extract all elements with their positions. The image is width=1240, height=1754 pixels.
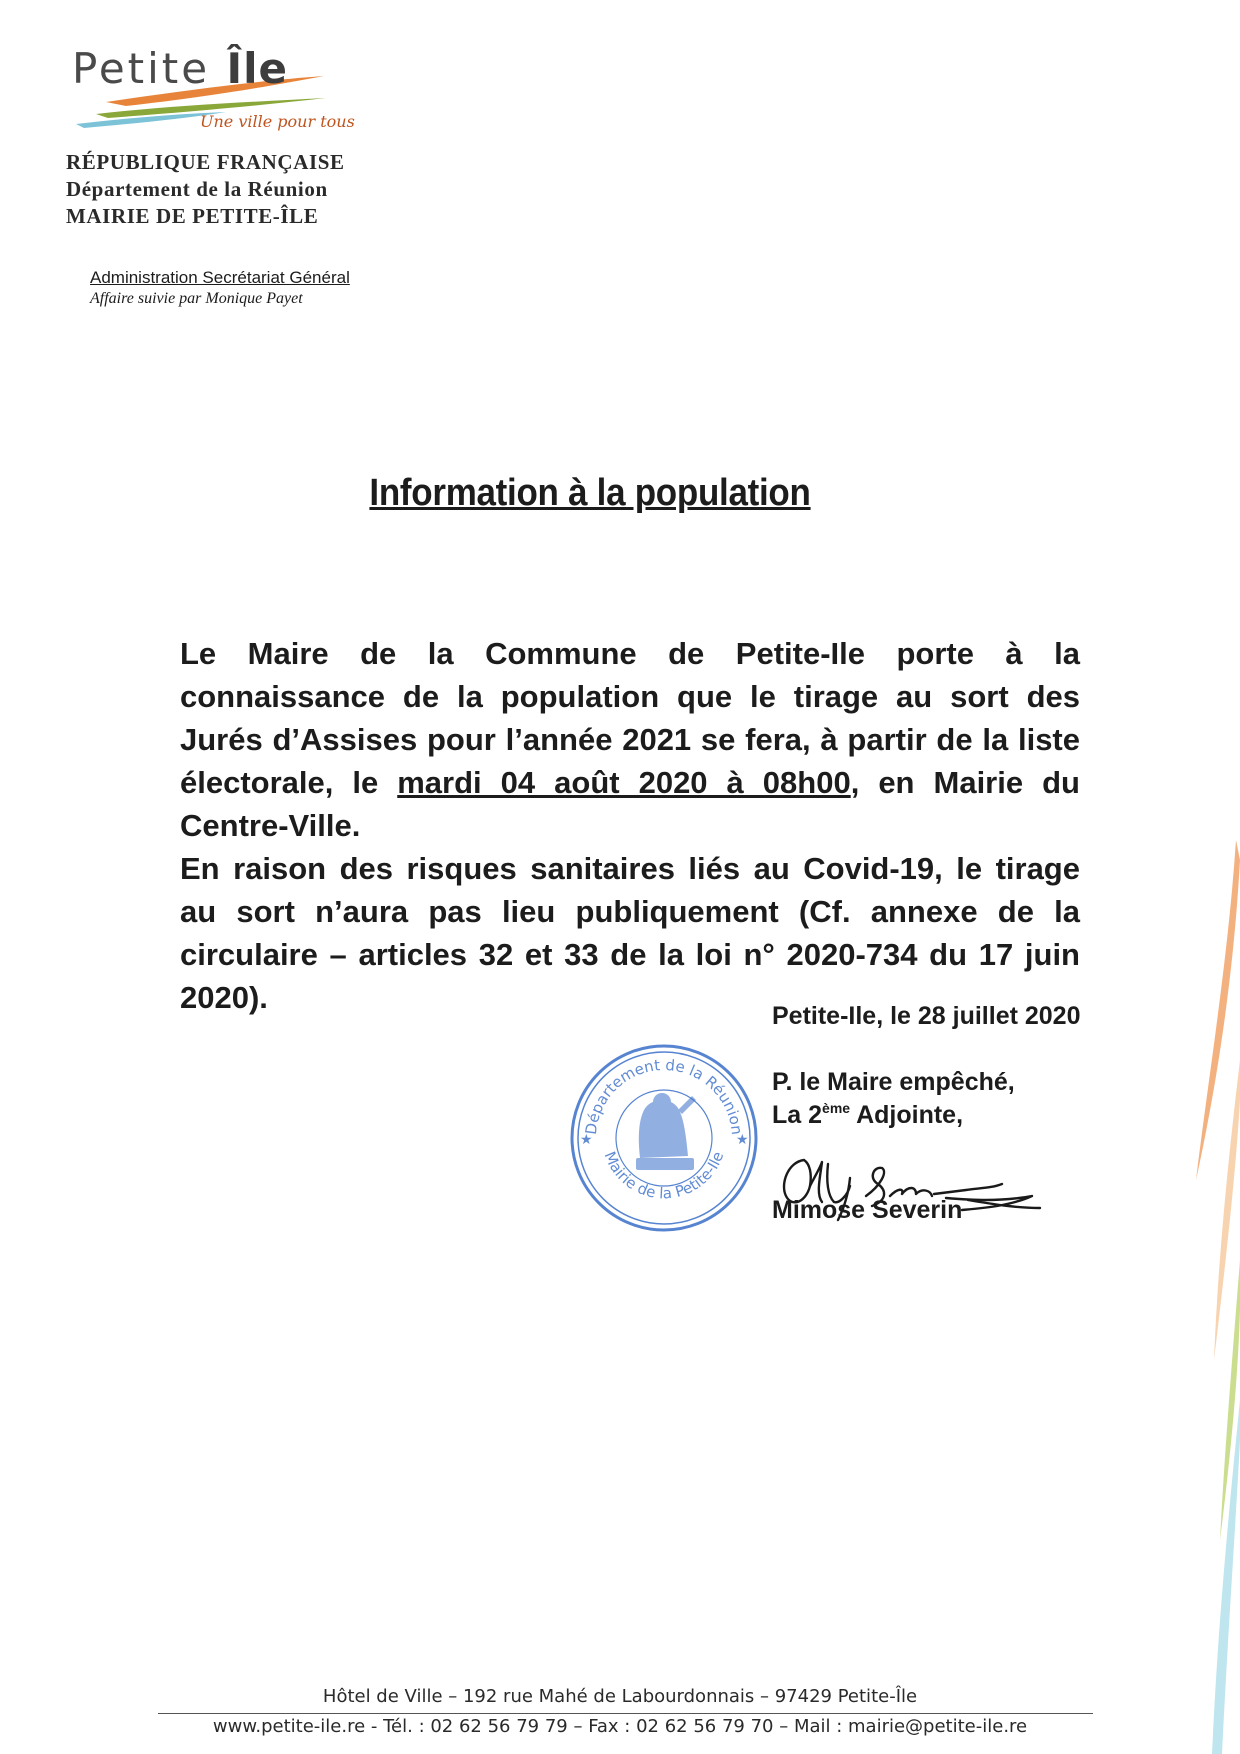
notice-paragraph-2: En raison des risques sanitaires liés au Covid-19, le tirage au sort n’aura pas lieu publiquement (Cf. annexe de la circulaire – articles 32 et 33 de la loi n° 2020-734 du 17 juin 2020). [180,851,1080,1015]
logo-wordmark: Petite Île [72,44,288,93]
signer-role: La 2ème Adjointe, [772,1100,964,1129]
draw-date: mardi 04 août 2020 à 08h00 [397,765,851,800]
official-stamp [566,1040,762,1236]
header-department: Département de la Réunion [66,177,328,201]
page-title: Information à la population [369,472,811,514]
footer-contact: www.petite-ile.re - Tél. : 02 62 56 79 79 – Fax : 02 62 56 79 70 – Mail : mairie@petite-ile.re [212,1716,1028,1737]
notice-paragraph-1: Le Maire de la Commune de Petite-Ile porte à la connaissance de la population que le tirage au sort des Jurés d’Assises pour l’année 2021 se fera, à partir de la liste électorale, le mardi 04 août 2020 à 08h00, en Mairie du Centre-Ville. [180,636,1080,843]
svg-text:★: ★ [580,1131,593,1147]
svg-text:★: ★ [736,1131,749,1147]
on-behalf: P. le Maire empêché, [772,1068,1015,1096]
footer-divider [158,1713,1093,1714]
logo-tagline: Une ville pour tous [200,112,355,131]
header-republic: RÉPUBLIQUE FRANÇAISE [66,150,345,174]
notice-body [180,632,1080,1019]
svg-text:Mairie de la Petite-Ile: Mairie de la Petite-Ile [600,1148,728,1203]
header-mairie: MAIRIE DE PETITE-ÎLE [66,204,319,228]
footer-address: Hôtel de Ville – 192 rue Mahé de Labourdonnais – 97429 Petite-Île [322,1686,918,1707]
place-date: Petite-Ile, le 28 juillet 2020 [772,1002,1081,1030]
svg-text:Département de la Réunion: Département de la Réunion [581,1055,747,1136]
signer-name: Mimose Severin [772,1196,963,1224]
decorative-side-swoosh [1178,840,1240,1754]
followed-by: Affaire suivie par Monique Payet [90,290,303,307]
service-name: Administration Secrétariat Général [90,268,350,287]
